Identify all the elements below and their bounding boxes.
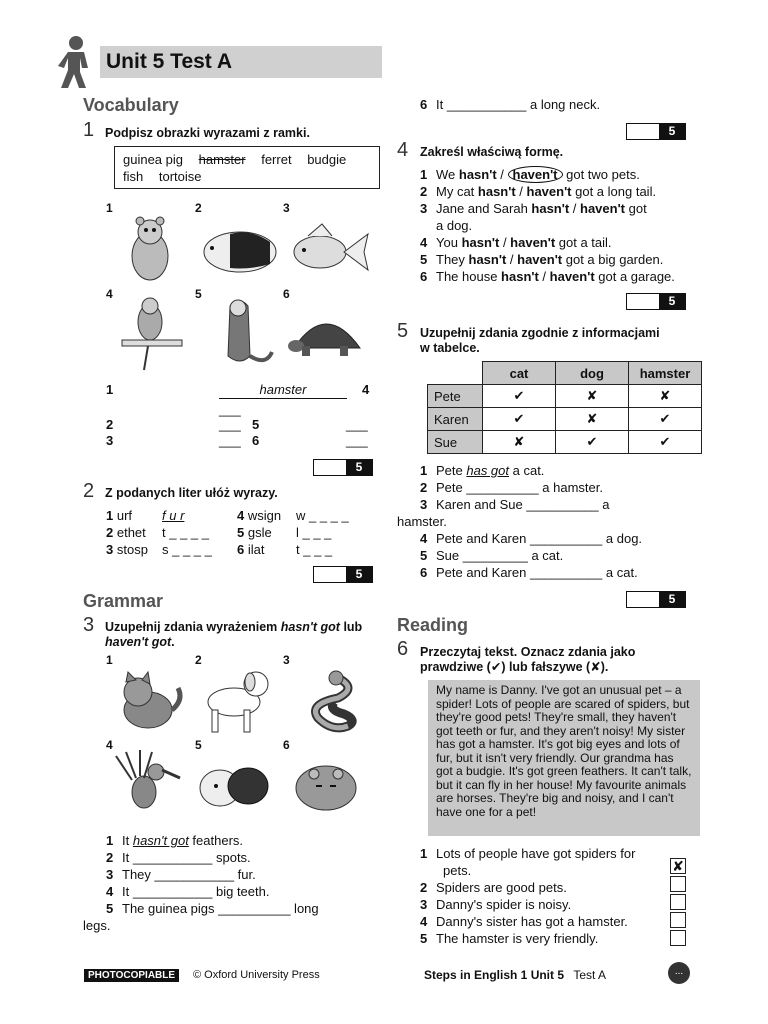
answer-field[interactable]: hamster [259,382,307,397]
answer-field[interactable]: f u r [162,508,185,523]
publisher-text: © Oxford University Press [193,969,320,981]
budgie-icon [120,296,184,375]
table-cell: ✘ [629,385,702,408]
table-cell: ✘ [556,408,629,431]
instruction-text: lub [339,620,363,634]
item-number: 3 [106,867,114,882]
table-cell: Sue [428,431,483,454]
exercise-number: 1 [83,119,95,141]
snake-icon [288,668,360,739]
table-cell: ✔ [483,408,556,431]
statement-text: Spiders are good pets. [436,880,567,895]
page-title: Unit 5 Test A [106,50,233,73]
option-hasnt[interactable]: hasn't [501,269,539,284]
item-number: 5 [420,931,428,946]
table-header: dog [556,362,629,385]
item-number: 6 [252,433,260,448]
instruction-text: haven't got [105,635,172,649]
tortoise-icon [286,308,366,363]
word-item: ferret [261,152,292,167]
item-number: 6 [420,565,428,580]
picture-number: 3 [283,201,290,215]
bird-icon [112,750,182,823]
sentence-text: We [436,167,459,182]
picture-number: 1 [106,653,113,667]
picture-number: 3 [283,653,290,667]
item-number: 3 [420,497,428,512]
answer-field[interactable]: ___________ [446,97,527,112]
option-hasnt[interactable]: hasn't [461,235,500,250]
statement-text: pets. [443,863,472,878]
answer-field[interactable]: hasn't got [132,833,189,848]
item-number: 4 [420,531,428,546]
sentence-text: fur. [234,867,256,882]
guinea-pig-icon [200,224,280,279]
item-number: 1 [420,167,428,182]
sentence-text: a cat. [527,548,564,563]
sentence-text: a long neck. [526,97,601,112]
table-cell: Pete [428,385,483,408]
statement-text: Danny's sister has got a hamster. [436,914,628,929]
sentence-text: a cat. [602,565,638,580]
sentence-text: Pete and Karen [436,531,530,546]
sentence-text: got [625,201,647,216]
statement-text: Lots of people have got spiders for [436,846,636,861]
photocopiable-badge: PHOTOCOPIABLE [84,969,179,982]
exercise-instruction [420,326,660,356]
test-label: Test A [573,968,607,982]
item-number: 1 [420,463,428,478]
item-number: 4 [362,382,370,397]
scrambled-letters: urf [116,508,133,523]
true-false-checkbox[interactable] [670,894,686,910]
item-number: 5 [420,252,428,267]
item-number: 2 [420,480,428,495]
sentence-text: spots. [212,850,251,865]
answer-field[interactable]: __________ [218,901,291,916]
picture-number: 5 [195,287,202,301]
sentence-text: Pete and Karen [436,565,530,580]
word-item: tortoise [158,169,202,184]
item-number: 5 [106,901,114,916]
item-number: 3 [106,542,114,557]
section-title-grammar: Grammar [83,591,164,611]
sentence-text: a hamster. [538,480,603,495]
option-hasnt[interactable]: hasn't [531,201,570,216]
item-number: 2 [420,184,428,199]
sentence-text: got two pets. [562,167,640,182]
picture-number: 6 [283,287,290,301]
answer-field[interactable]: has got [466,463,510,478]
sentence-text: It [122,833,133,848]
instruction-text: hasn't got [280,620,340,634]
instruction-text: prawdziwe (✔) lub fałszywe (✘). [420,660,609,674]
reading-text: My name is Danny. I've got an unusual pet – a spider! Lots of people are scared of spiders, but they're good pets! They're small, they haven't got teeth or fur, and they aren't noisy! My sister has got a hamster. It's got big eyes and lots of fur, but it isn't very friendly. Our grandma has got a budgie. It's got green feathers. It can't talk, but it can fly in her house! My favourite animals are horses. They're big and noisy, and I can't have one for a pet! [428,680,700,836]
word-item: hamster [198,152,246,167]
sentence-text: It [436,97,447,112]
answer-field[interactable]: _________ [462,548,528,563]
exercise-number: 5 [397,320,409,342]
item-number: 1 [106,833,114,848]
score-value: 5 [659,124,685,139]
item-number: 2 [106,525,114,540]
sentence-text: feathers. [188,833,244,848]
item-number: 4 [237,508,245,523]
answer-field[interactable]: ___ [346,417,368,432]
ferret-icon [210,296,274,375]
exercise-number: 2 [83,480,95,502]
item-number: 2 [420,880,428,895]
sentence-text: got a long tail. [571,184,657,199]
option-hasnt[interactable]: hasn't [458,167,497,182]
item-number: 6 [420,269,428,284]
option-havent[interactable]: haven't [526,184,572,199]
info-table [427,361,702,454]
true-false-checkbox[interactable]: ✘ [670,858,686,874]
sentence-text: It [122,884,133,899]
guinea-pigs-icon [198,758,270,817]
sentence-text: Pete [436,463,467,478]
sentence-text: got a big garden. [562,252,664,267]
table-cell: ✔ [629,408,702,431]
table-header: hamster [629,362,702,385]
sentence-text: The guinea pigs [122,901,219,916]
score-value: 5 [346,460,372,475]
sentence-text: You [436,235,462,250]
option-hasnt[interactable]: hasn't [468,252,507,267]
answer-field[interactable]: ___ [346,433,368,448]
answer-field[interactable]: ___ [219,433,241,448]
true-false-checkbox[interactable] [670,876,686,892]
word-item: guinea pig [123,152,183,167]
exercise-instruction: Podpisz obrazki wyrazami z ramki. [105,126,310,140]
picture-number: 6 [283,738,290,752]
item-number: 3 [420,201,428,216]
table-cell: ✘ [483,431,556,454]
option-havent[interactable]: haven't [549,269,595,284]
table-header: cat [483,362,556,385]
sentence-text: My cat [436,184,478,199]
answer-field[interactable]: s _ _ _ _ [162,542,212,557]
item-number: 5 [252,417,260,432]
sentence-text: a cat. [509,463,545,478]
picture-number: 2 [195,653,202,667]
fish-icon [288,222,370,281]
table-cell: Karen [428,408,483,431]
sentence-text: It [122,850,133,865]
item-number: 5 [237,525,245,540]
true-false-checkbox[interactable] [670,912,686,928]
sentence-text: Pete [436,480,467,495]
table-cell: ✔ [629,431,702,454]
option-hasnt[interactable]: hasn't [477,184,516,199]
section-title-reading: Reading [397,615,469,635]
hamster-sleeping-icon [292,756,360,815]
table-cell: ✘ [556,385,629,408]
table-cell: ✔ [483,385,556,408]
instruction-text: Uzupełnij zdania zgodnie z informacjami [420,326,660,340]
item-number: 6 [420,97,428,112]
picture-number: 4 [106,287,113,301]
score-box [313,566,373,583]
page-number-badge: ... [668,962,690,984]
sentence-text: a [598,497,610,512]
word-item: budgie [307,152,347,167]
sentence-text: got a tail. [555,235,612,250]
word-box [114,146,380,189]
picture-number: 5 [195,738,202,752]
item-number: 4 [420,914,428,929]
statement-text: Danny's spider is noisy. [436,897,572,912]
item-number: 2 [106,417,114,432]
answer-field[interactable]: __________ [526,497,599,512]
item-number: 5 [420,548,428,563]
option-havent[interactable]: haven't [510,235,556,250]
answer-field[interactable]: ___________ [154,867,235,882]
table-cell: ✔ [556,431,629,454]
answer-field[interactable]: ___ [219,402,241,417]
picture-number: 4 [106,738,113,752]
dog-icon [200,666,272,739]
sentence-text: Sue [436,548,463,563]
answer-field[interactable]: ___________ [132,884,213,899]
sentence-text: Jane and Sarah [436,201,532,216]
table-row [428,385,702,408]
item-number: 3 [420,897,428,912]
cat-icon [118,670,184,735]
answer-field[interactable]: __________ [466,480,539,495]
exercise-instruction: Z podanych liter ułóż wyrazy. [105,486,278,500]
sentence-text: long [290,901,319,916]
exercise-number: 6 [397,638,409,660]
answer-field[interactable]: ___________ [132,850,213,865]
item-number: 3 [106,433,114,448]
exercise-instruction [105,620,375,650]
score-box [626,591,686,608]
instruction-text: Przeczytaj tekst. Oznacz zdania jako [420,645,636,659]
sentence-text: They [122,867,155,882]
sentence-text: a dog. [602,531,643,546]
sentence-text: legs. [83,918,111,933]
sentence-text: big teeth. [212,884,270,899]
book-title: Steps in English 1 Unit 5 [424,968,565,982]
scrambled-letters: gsle [247,525,272,540]
picture-number: 2 [195,201,202,215]
scrambled-letters: stosp [116,542,148,557]
section-title-vocabulary: Vocabulary [83,95,179,115]
item-number: 2 [106,850,114,865]
score-box [313,459,373,476]
table-row [428,431,702,454]
answer-field[interactable]: l _ _ _ [296,525,332,540]
answer-field[interactable]: __________ [529,565,603,580]
item-number: 6 [237,542,245,557]
exercise-instruction [420,645,635,675]
hamster-icon [122,212,178,287]
score-value: 5 [659,294,685,309]
option-havent[interactable]: haven't [517,252,563,267]
scrambled-letters: wsign [247,508,282,523]
answer-field[interactable]: w _ _ _ _ [296,508,349,523]
item-number: 1 [420,846,428,861]
answer-field[interactable]: ___ [219,417,241,432]
sentence-text: got a garage. [594,269,675,284]
instruction-text: Uzupełnij zdania wyrażeniem [105,620,281,634]
exercise-number: 3 [83,614,95,636]
score-box [626,123,686,140]
instruction-text: w tabelce. [420,341,480,355]
scrambled-letters: ilat [247,542,265,557]
sentence-text: They [436,252,469,267]
score-box [626,293,686,310]
scrambled-letters: ethet [116,525,146,540]
score-value: 5 [346,567,372,582]
person-icon [52,34,98,90]
option-havent[interactable]: haven't [508,166,563,183]
item-number: 4 [420,235,428,250]
exercise-number: 4 [397,139,409,161]
option-havent[interactable]: haven't [580,201,626,216]
word-item: fish [123,169,144,184]
answer-field[interactable]: t _ _ _ [296,542,333,557]
answer-field[interactable]: t _ _ _ _ [162,525,209,540]
footer-book-title [424,968,606,982]
table-row [428,408,702,431]
true-false-checkbox[interactable] [670,930,686,946]
item-number: 1 [106,508,114,523]
answer-field[interactable]: __________ [529,531,603,546]
picture-number: 1 [106,201,113,215]
instruction-text: . [171,635,175,649]
sentence-text: a dog. [436,218,473,233]
sentence-text: hamster. [397,514,447,529]
statement-text: The hamster is very friendly. [436,931,599,946]
item-number: 1 [106,382,114,397]
item-number: 4 [106,884,114,899]
sentence-text: Karen and Sue [436,497,527,512]
exercise-instruction: Zakreśl właściwą formę. [420,145,564,159]
score-value: 5 [659,592,685,607]
sentence-text: The house [436,269,502,284]
